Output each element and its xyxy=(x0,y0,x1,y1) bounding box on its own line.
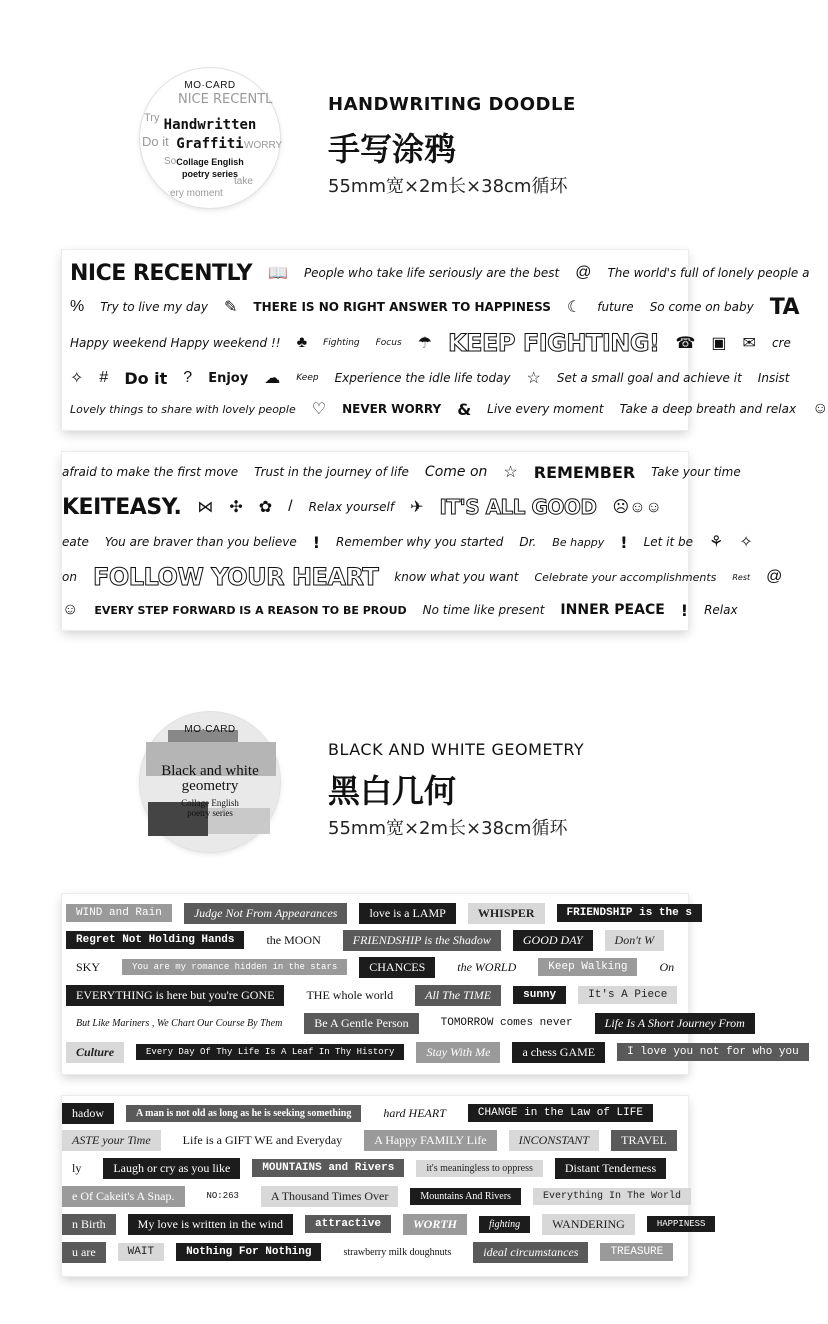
strip-text: People who take life seriously are the best xyxy=(303,266,560,280)
badge-doodle-text: take xyxy=(234,176,253,187)
strip-text: Fighting xyxy=(323,338,360,348)
strip-label: Regret Not Holding Hands xyxy=(66,931,244,949)
strip-label: TRAVEL xyxy=(611,1130,677,1151)
strip-row xyxy=(66,1012,745,1034)
question-icon: ? xyxy=(183,369,193,386)
envelope-icon: ✉ xyxy=(742,335,756,352)
at-icon: @ xyxy=(575,264,592,281)
strip-label: love is a LAMP xyxy=(359,903,455,924)
strip-text: on xyxy=(62,570,77,584)
badge-doodle-text: WORRY xyxy=(244,140,283,151)
strip-label: GOOD DAY xyxy=(513,930,593,951)
strip-row xyxy=(62,1129,688,1151)
strip-label: Be A Gentle Person xyxy=(304,1013,418,1034)
strip-label: WORTH xyxy=(403,1214,467,1235)
strip-label: A Happy FAMILY Life xyxy=(364,1130,496,1151)
strip-label: ly xyxy=(62,1158,91,1179)
star-icon: ☆ xyxy=(526,370,541,387)
strip-text: Lovely things to share with lovely people xyxy=(70,402,296,416)
strip-label: sunny xyxy=(513,986,566,1004)
strip-label: ideal circumstances xyxy=(473,1242,588,1263)
strip-label: It's A Piece xyxy=(578,986,677,1004)
strip-text: Dr. xyxy=(519,535,537,549)
strip-row xyxy=(66,929,688,951)
badge-subtitle xyxy=(140,156,280,180)
strip-text: Keep xyxy=(296,373,319,383)
strip-label: FRIENDSHIP is the Shadow xyxy=(343,930,501,951)
strip-text: afraid to make the first move xyxy=(62,465,239,479)
strip-row xyxy=(62,1102,688,1124)
strip-label: My love is written in the wind xyxy=(128,1214,293,1235)
badge-title xyxy=(140,764,280,794)
strip-row xyxy=(62,1241,688,1263)
phone-icon: ☎ xyxy=(675,335,696,352)
strip-label: Keep Walking xyxy=(538,958,637,976)
strip-label: Every Day Of Thy Life Is A Leaf In Thy History xyxy=(136,1044,404,1060)
product-name-en: HANDWRITING DOODLE xyxy=(328,94,576,115)
smile-icon: ☺ xyxy=(812,400,828,417)
strip-label: Laugh or cry as you like xyxy=(103,1158,240,1179)
strip-label: But Like Mariners , We Chart Our Course By Them xyxy=(66,1015,292,1032)
strip-text: Happy weekend Happy weekend !! xyxy=(70,336,281,350)
strip-label: Life is a GIFT WE and Everyday xyxy=(173,1130,353,1151)
strip-label: Nothing For Nothing xyxy=(176,1243,321,1261)
strip-text: cre xyxy=(771,336,791,350)
strip-label: Life Is A Short Journey From xyxy=(595,1013,755,1034)
badge-title-line2: Graffiti xyxy=(176,136,244,152)
strip-label: MOUNTAINS and Rivers xyxy=(252,1159,404,1177)
strip-label: hard HEART xyxy=(373,1103,456,1124)
strip-label: TOMORROW comes never xyxy=(431,1014,583,1032)
strip-text: EVERY STEP FORWARD IS A REASON TO BE PROUD xyxy=(94,603,407,617)
strip-row xyxy=(70,364,790,392)
product-spec: 55mm宽×2m长×38cm循环 xyxy=(328,176,568,197)
strip-label: FRIENDSHIP is the s xyxy=(557,904,702,922)
strip-row xyxy=(70,294,800,320)
strip-label: Don't W xyxy=(605,930,665,951)
strip-label: it's meaningless to oppress xyxy=(416,1160,543,1177)
strip-label: A man is not old as long as he is seeking something xyxy=(126,1105,361,1122)
strip-label: Stay With Me xyxy=(416,1042,500,1063)
strip-text: So come on baby xyxy=(649,300,754,314)
product-name-cn: 手写涂鸦 xyxy=(328,130,457,168)
strip-row xyxy=(62,1213,706,1235)
strip-text: Celebrate your accomplishments xyxy=(534,570,717,584)
strip-row xyxy=(66,984,688,1006)
tulip-icon: ⚘ xyxy=(709,534,724,551)
heart-icon: ♡ xyxy=(311,401,327,418)
strip-text: KEITEASY. xyxy=(62,494,182,520)
smile-icon: ☺ xyxy=(62,601,79,618)
strip-row xyxy=(62,528,753,556)
badge-doodle-text: So xyxy=(164,156,177,167)
strip-text: No time like present xyxy=(422,603,545,617)
strip-label: u are xyxy=(62,1242,106,1263)
strip-row xyxy=(66,1041,799,1063)
strip-label: WANDERING xyxy=(542,1214,635,1235)
badge-subtitle-line1: Collage English xyxy=(181,798,239,808)
badge-subtitle-line2: poetry series xyxy=(181,169,239,179)
strip-text: REMEMBER xyxy=(533,462,636,482)
bag-icon: ▣ xyxy=(711,335,727,352)
badge-brand: MO·CARD xyxy=(184,80,236,91)
strip-text: Take your time xyxy=(651,465,741,479)
strip-label: WIND and Rain xyxy=(66,904,172,922)
strip-label: hadow xyxy=(62,1103,114,1124)
strip-label: You are my romance hidden in the stars xyxy=(122,959,347,975)
strip-label: HAPPINESS xyxy=(647,1216,716,1232)
strip-text: Come on xyxy=(424,464,488,480)
strip-text: know what you want xyxy=(394,570,519,584)
strip-label: On xyxy=(649,957,684,978)
sparkle-icon: ✧ xyxy=(739,534,753,551)
strip-row xyxy=(62,490,688,524)
strip-label: I love you not for who you xyxy=(617,1043,809,1061)
strip-text: Remember why you started xyxy=(336,535,504,549)
strip-label: WAIT xyxy=(118,1243,164,1261)
strip-text: ! xyxy=(620,532,628,552)
strip-text: ! xyxy=(312,532,321,552)
sparkle-icon: ✧ xyxy=(70,370,84,387)
strip-label: Judge Not From Appearances xyxy=(184,903,348,924)
strip-text: Let it be xyxy=(643,535,694,549)
at-icon: @ xyxy=(766,568,783,585)
percent-icon: % xyxy=(70,298,85,315)
badge-doodle-text: Try xyxy=(144,112,160,124)
tape-strip-geometry-2 xyxy=(62,1096,706,1276)
product-name-cn: 黑白几何 xyxy=(328,772,457,810)
product-spec: 55mm宽×2m长×38cm循环 xyxy=(328,818,568,839)
strip-label: CHANGE in the Law of LIFE xyxy=(468,1104,653,1122)
flower-icon: ✿ xyxy=(258,499,273,516)
strip-label: n Birth xyxy=(62,1214,116,1235)
product-badge-handwriting xyxy=(140,68,283,208)
strip-label: ASTE your Time xyxy=(62,1130,161,1151)
strip-text: Experience the idle life today xyxy=(334,371,511,385)
strip-label: attractive xyxy=(305,1215,391,1233)
strip-row xyxy=(62,560,783,594)
strip-row xyxy=(66,956,688,978)
strip-text: ! xyxy=(680,600,689,620)
strip-text: Focus xyxy=(375,338,402,348)
strip-label: All The TIME xyxy=(415,985,501,1006)
hash-icon: # xyxy=(99,369,109,386)
strip-label: A Thousand Times Over xyxy=(261,1186,398,1207)
strip-row xyxy=(66,902,692,924)
strip-text: Trust in the journey of life xyxy=(254,465,409,479)
tape-strip-geometry-1 xyxy=(62,894,799,1074)
strip-text: IT'S ALL GOOD xyxy=(439,495,597,519)
strip-label: Mountains And Rivers xyxy=(410,1188,521,1205)
badge-title-line1: Black and white xyxy=(161,763,259,779)
badge-doodle-text: Do it xyxy=(142,134,169,149)
badge-doodle-text: ery moment xyxy=(170,188,223,199)
cloud-rain-icon: ☂ xyxy=(417,335,432,352)
strip-text: Rest xyxy=(732,572,751,582)
strip-text: NICE RECENTLY xyxy=(70,260,253,286)
strip-text: Relax xyxy=(704,603,738,617)
strip-label: Distant Tenderness xyxy=(555,1158,666,1179)
strip-label: NO:263 xyxy=(197,1188,249,1204)
badge-subtitle-line2: poetry series xyxy=(187,808,233,818)
badge-title-line2: geometry xyxy=(181,778,239,794)
product-name-en: BLACK AND WHITE GEOMETRY xyxy=(328,740,585,759)
bow-icon: ⋈ xyxy=(197,499,214,516)
strip-text: Try to live my day xyxy=(100,300,208,314)
windmill-icon: ✣ xyxy=(229,499,243,516)
strip-label: CHANCES xyxy=(359,957,435,978)
moon-icon: ☾ xyxy=(566,299,582,316)
badge-subtitle xyxy=(140,798,280,818)
strip-row xyxy=(70,326,791,360)
badge-subtitle-line1: Collage English xyxy=(176,157,244,167)
strip-text: TA xyxy=(769,294,800,320)
tree-icon: ♣ xyxy=(296,334,308,351)
strip-label: INCONSTANT xyxy=(509,1130,599,1151)
book-icon: 📖 xyxy=(268,265,288,282)
strip-label: fighting xyxy=(479,1216,530,1233)
badge-title-line1: Handwritten xyxy=(163,117,257,133)
strip-row xyxy=(70,260,810,286)
strip-text: & xyxy=(457,399,472,419)
strip-text: Be happy xyxy=(552,535,605,549)
pencil-icon: ✎ xyxy=(224,299,238,316)
strip-label: Culture xyxy=(66,1042,124,1063)
strip-text: future xyxy=(597,300,634,314)
strip-text: FOLLOW YOUR HEART xyxy=(92,563,379,591)
tape-strip-handwriting-2 xyxy=(62,452,783,630)
strip-row xyxy=(70,396,828,422)
strip-text: Live every moment xyxy=(487,402,604,416)
badge-doodle-text: NICE RECENTL xyxy=(178,92,273,107)
strip-label: THE whole world xyxy=(296,985,403,1006)
strip-label: e Of Cakeit's A Snap. xyxy=(62,1186,185,1207)
strip-text: Set a small goal and achieve it xyxy=(556,371,742,385)
strip-text: The world's full of lonely people a xyxy=(607,266,810,280)
strip-row xyxy=(62,458,741,486)
strip-label: WHISPER xyxy=(468,903,545,924)
strip-text: THERE IS NO RIGHT ANSWER TO HAPPINESS xyxy=(253,300,551,314)
strip-text: eate xyxy=(62,535,89,549)
badge-brand: MO·CARD xyxy=(184,724,236,735)
strip-label: SKY xyxy=(66,957,110,978)
plane-icon: ✈ xyxy=(410,499,424,516)
strip-text: Take a deep breath and relax xyxy=(619,402,797,416)
shooting-star-icon: ☆ xyxy=(503,464,518,481)
strip-label: strawberry milk doughnuts xyxy=(333,1244,461,1261)
strip-row xyxy=(62,1185,688,1207)
product-badge-geometry xyxy=(140,712,280,852)
strip-label: EVERYTHING is here but you're GONE xyxy=(66,985,284,1006)
strip-label: a chess GAME xyxy=(512,1042,605,1063)
faces-icon: ☹☺☺ xyxy=(612,499,662,516)
strip-text: Relax yourself xyxy=(308,500,395,514)
strip-row xyxy=(62,596,738,624)
cloud-icon: ☁ xyxy=(264,370,281,387)
badge-title xyxy=(140,116,283,154)
strip-label: the WORLD xyxy=(447,957,526,978)
strip-row xyxy=(62,1157,688,1179)
tape-strip-handwriting-1 xyxy=(62,250,828,430)
strip-text: You are braver than you believe xyxy=(104,535,297,549)
strip-text: Do it xyxy=(124,368,168,388)
slash-icon: / xyxy=(288,498,293,515)
strip-text: Enjoy xyxy=(208,370,249,386)
strip-label: Everything In The World xyxy=(533,1188,691,1205)
strip-text: INNER PEACE xyxy=(560,602,665,618)
strip-text: Insist xyxy=(757,371,790,385)
strip-text: NEVER WORRY xyxy=(342,402,442,416)
strip-label: TREASURE xyxy=(600,1243,673,1261)
strip-text: KEEP FIGHTING! xyxy=(448,329,660,357)
strip-label: the MOON xyxy=(256,930,330,951)
